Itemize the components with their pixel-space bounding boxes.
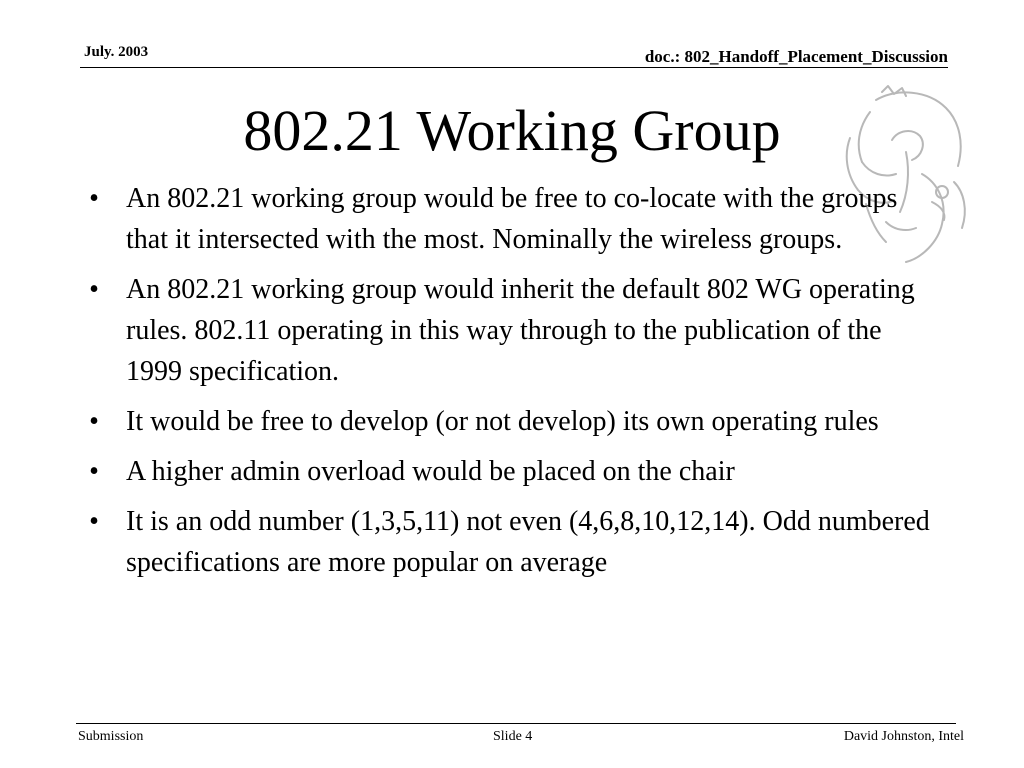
bullet-text: It would be free to develop (or not develop) its own operating rules bbox=[126, 406, 879, 437]
bullet-item bbox=[84, 451, 944, 492]
bullet-marker: • bbox=[89, 456, 99, 487]
slide-title: 802.21 Working Group bbox=[243, 98, 781, 163]
bullet-text: A higher admin overload would be placed on the chair bbox=[126, 456, 735, 487]
bullet-item bbox=[84, 501, 944, 583]
bullet-marker: • bbox=[89, 183, 99, 214]
footer-divider bbox=[76, 723, 956, 724]
bullet-text: An 802.21 working group would inherit the default 802 WG operating rules. 802.11 operating in this way through to the publication of the 1999 specification. bbox=[126, 274, 915, 387]
bullet-item bbox=[84, 178, 944, 260]
footer-submission: Submission bbox=[78, 729, 144, 744]
bullet-item bbox=[84, 401, 944, 442]
bullet-marker: • bbox=[89, 506, 99, 537]
footer-slide-number: Slide 4 bbox=[493, 729, 533, 744]
bullet-text: It is an odd number (1,3,5,11) not even (4,6,8,10,12,14). Odd numbered specifications are more popular on average bbox=[126, 506, 930, 578]
bullet-list bbox=[84, 178, 944, 592]
bullet-marker: • bbox=[89, 406, 99, 437]
bullet-item bbox=[84, 269, 944, 392]
header-date: July. 2003 bbox=[84, 44, 149, 60]
header-divider bbox=[80, 67, 948, 68]
footer-author: David Johnston, Intel bbox=[843, 729, 964, 744]
header-doc-id: doc.: 802_Handoff_Placement_Discussion bbox=[644, 47, 948, 66]
bullet-text: An 802.21 working group would be free to co-locate with the groups that it intersected with the most. Nominally the wireless groups. bbox=[126, 183, 898, 255]
bullet-marker: • bbox=[89, 274, 99, 305]
